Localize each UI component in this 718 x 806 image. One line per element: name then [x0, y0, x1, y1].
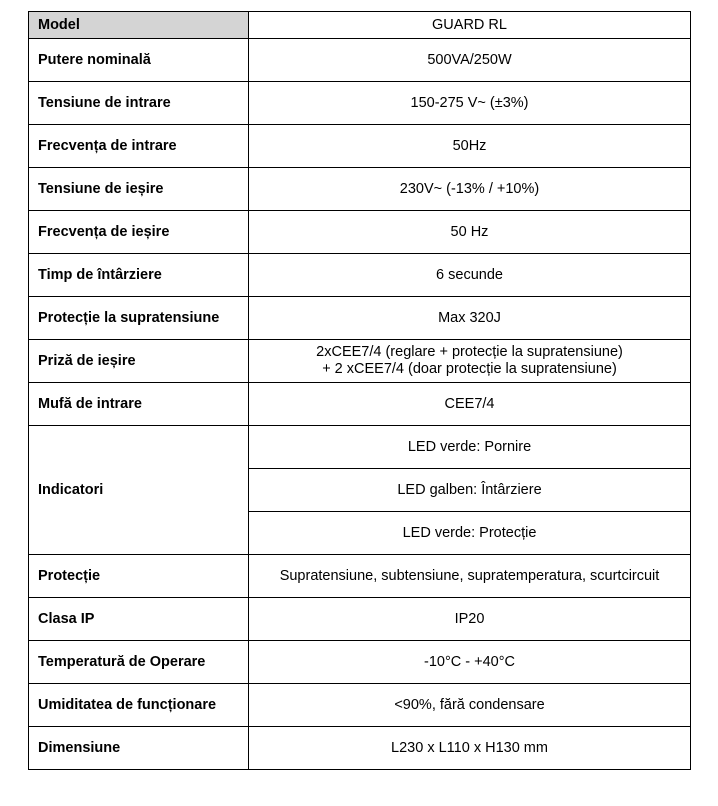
specifications-table [28, 11, 691, 770]
table-row [29, 727, 691, 770]
spec-label: Protecție [29, 555, 249, 598]
model-label: Model [29, 12, 249, 39]
spec-value: <90%, fără condensare [249, 684, 691, 727]
indicator-row [29, 426, 691, 469]
model-value: GUARD RL [249, 12, 691, 39]
spec-value: CEE7/4 [249, 383, 691, 426]
spec-label: Tensiune de intrare [29, 82, 249, 125]
spec-label: Umiditatea de funcționare [29, 684, 249, 727]
spec-value-line: 2xCEE7/4 (reglare + protecție la supratensiune) [316, 344, 623, 360]
table-row [29, 598, 691, 641]
table-row [29, 211, 691, 254]
spec-value: 150-275 V~ (±3%) [249, 82, 691, 125]
spec-value: 230V~ (-13% / +10%) [249, 168, 691, 211]
spec-label: Temperatură de Operare [29, 641, 249, 684]
table-row [29, 39, 691, 82]
spec-label: Timp de întârziere [29, 254, 249, 297]
table-row [29, 297, 691, 340]
spec-value: Supratensiune, subtensiune, supratemperatura, scurtcircuit [249, 555, 691, 598]
spec-value: IP20 [249, 598, 691, 641]
table-row [29, 168, 691, 211]
spec-value: Max 320J [249, 297, 691, 340]
spec-label: Priză de ieșire [29, 340, 249, 383]
table-row [29, 555, 691, 598]
spec-value [249, 340, 691, 383]
spec-value: 500VA/250W [249, 39, 691, 82]
table-row [29, 641, 691, 684]
spec-value: -10°C - +40°C [249, 641, 691, 684]
table-row [29, 125, 691, 168]
table-header-row [29, 12, 691, 39]
spec-value-line: + 2 xCEE7/4 (doar protecție la supratensiune) [322, 361, 617, 377]
table-row [29, 254, 691, 297]
indicator-value: LED galben: Întârziere [249, 469, 691, 512]
spec-label: Mufă de intrare [29, 383, 249, 426]
spec-label: Dimensiune [29, 727, 249, 770]
spec-label: Clasa IP [29, 598, 249, 641]
spec-value: 6 secunde [249, 254, 691, 297]
spec-value: L230 x L110 x H130 mm [249, 727, 691, 770]
spec-label: Putere nominală [29, 39, 249, 82]
spec-value: 50Hz [249, 125, 691, 168]
table-row [29, 383, 691, 426]
indicators-label: Indicatori [29, 426, 249, 555]
table-row [29, 684, 691, 727]
spec-label: Frecvența de ieșire [29, 211, 249, 254]
spec-label: Protecție la supratensiune [29, 297, 249, 340]
table-row [29, 340, 691, 383]
indicator-value: LED verde: Pornire [249, 426, 691, 469]
spec-label: Tensiune de ieșire [29, 168, 249, 211]
spec-label: Frecvența de intrare [29, 125, 249, 168]
spec-value: 50 Hz [249, 211, 691, 254]
indicator-value: LED verde: Protecție [249, 512, 691, 555]
table-row [29, 82, 691, 125]
